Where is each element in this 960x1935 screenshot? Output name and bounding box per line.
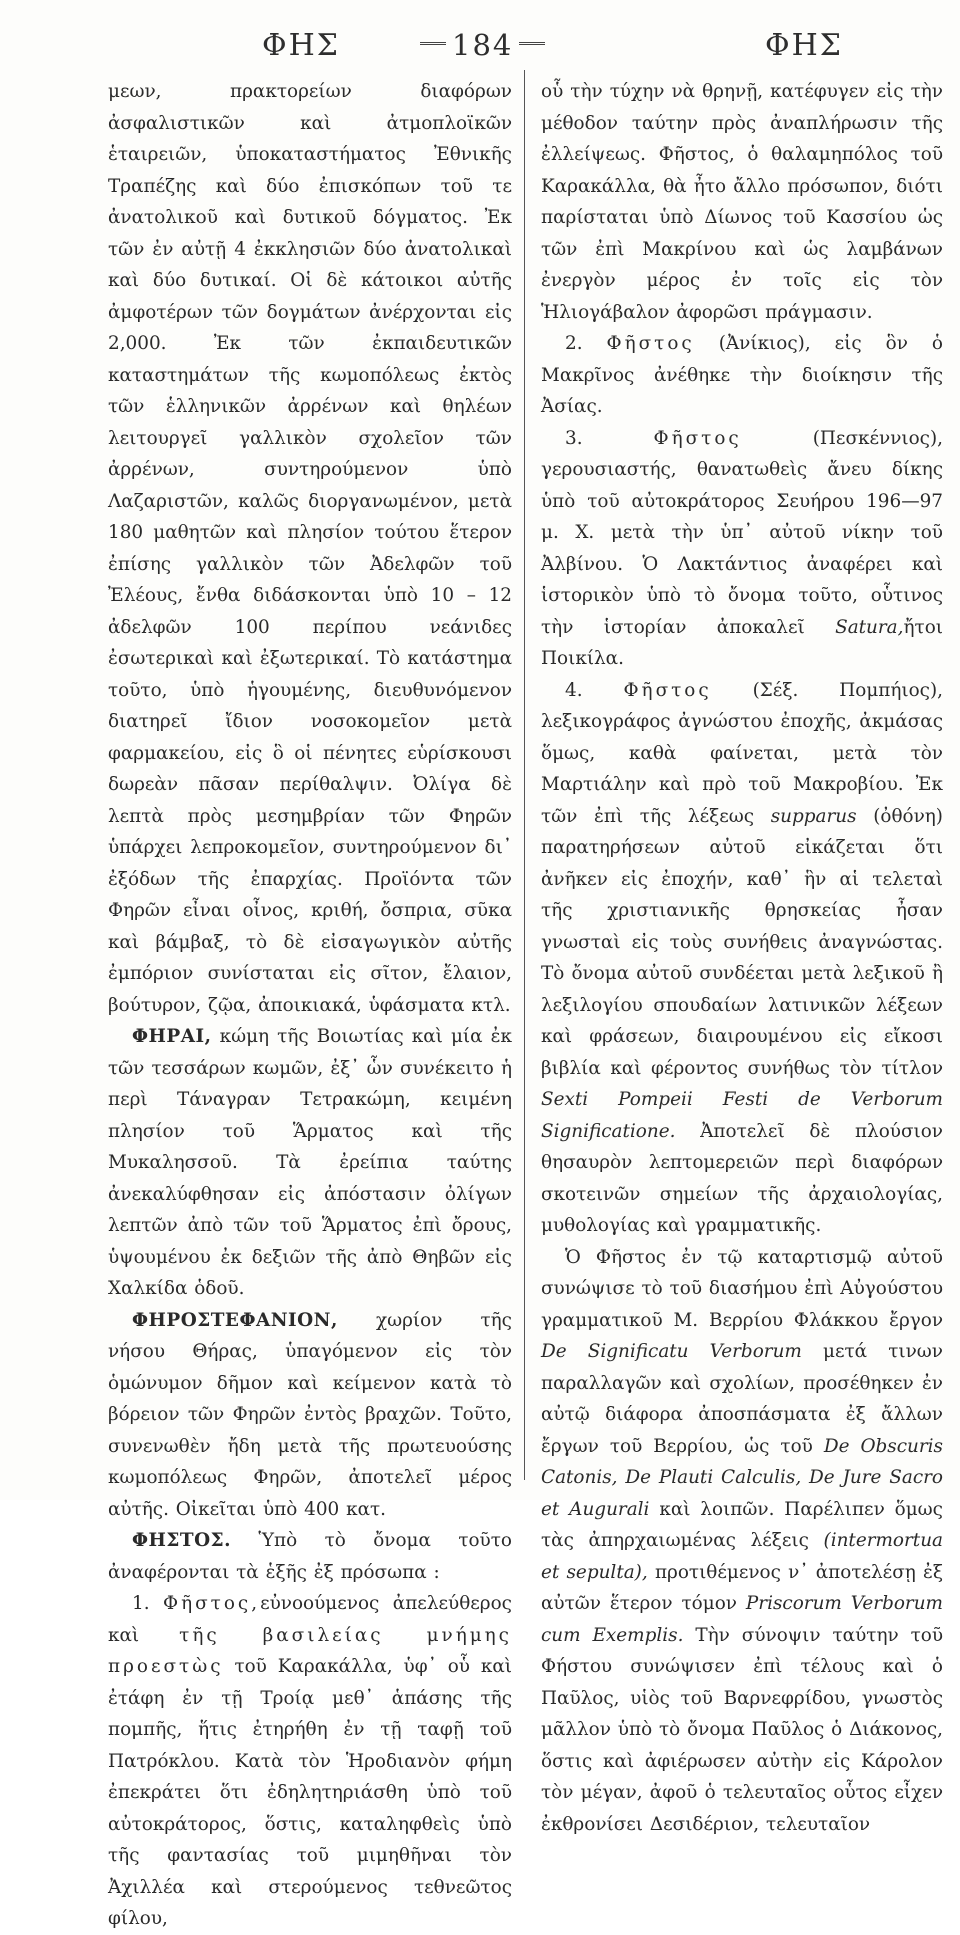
latin-phrase: (intermortua et sepulta), <box>541 1530 943 1583</box>
latin-title: Priscorum Verborum cum Exemplis. <box>541 1593 943 1646</box>
headword: ΦΗΡΟΣΤΕΦΑΝΙΟΝ, <box>132 1309 338 1331</box>
sub-entry-name: Φῆστος <box>653 427 742 449</box>
entry-text: προτιθέμενος ν᾽ ἀποτελέσῃ ἐξ αὐτῶν ἕτερον τόμον <box>541 1561 943 1614</box>
sub-entry-2 <box>541 328 943 423</box>
entry-text: ἤτοι Ποικίλα. <box>541 616 943 669</box>
entry-text: χωρίον τῆς νήσου Θήρας, ὑπαγόμενον εἰς τὸν ὁμώνυμον δῆμον καὶ κείμενον κατὰ τὸ βόρειον τῶν Φηρῶν ἐντὸς βραχῶν. Τοῦτο, συνενωθὲν ἤδη μετὰ τῆς πρωτευούσης κωμοπόλεως Φηρῶν, ἀποτελεῖ μέρος αὐτῆς. Οἰκεῖται ὑπὸ 400 κατ. <box>108 1309 512 1520</box>
entry-text: κώμη τῆς Βοιωτίας καὶ μία ἐκ τῶν τεσσάρων κωμῶν, ἐξ᾽ ὧν συνέκειτο ἡ περὶ Τάναγραν Τετρακώμη, κειμένη πλησίον τοῦ Ἅρματος καὶ τῆς Μυκαλησσοῦ. Τὰ ἐρείπια ταύτης ἀνεκαλύφθησαν εἰς ἀπόστασιν ὀλίγων λεπτῶν ἀπὸ τῶν τοῦ Ἅρματος ἐπὶ ὄρους, ὑψουμένου ἐκ δεξιῶν τῆς ἀπὸ Θηβῶν εἰς Χαλκίδα ὁδοῦ. <box>108 1026 512 1299</box>
latin-title: De Significatu Verborum <box>541 1341 802 1362</box>
entry-festos <box>108 1525 512 1588</box>
running-head-left: ΦΗΣ <box>262 28 340 63</box>
entry-text: εὐνοούμενος ἀπελεύθερος καὶ <box>108 1593 512 1646</box>
entry-text: Ὑπὸ τὸ ὄνομα τοῦτο ἀναφέρονται τὰ ἑξῆς ἐξ πρόσωπα : <box>108 1530 512 1583</box>
page-header <box>0 28 960 68</box>
latin-title: Satura, <box>835 616 904 638</box>
entry-text: (Ἀνίκιος), εἰς ὃν ὁ Μακρῖνος ἀνέθηκε τὴν διοίκησιν τῆς Ἀσίας. <box>541 333 943 417</box>
entry-text: (Σέξ. Πομπήιος), λεξικογράφος ἀγνώστου ἐποχῆς, ἀκμάσας ὅμως, καθὰ φαίνεται, μετὰ τὸν Μαρτιάλην καὶ πρὸ τοῦ Μακροβίου. Ἐκ τῶν ἐπὶ τῆς λέξεως <box>541 679 943 827</box>
left-column <box>108 76 512 1929</box>
right-column <box>541 76 943 1835</box>
sub-entry-number: 4. <box>565 679 583 701</box>
latin-title: De Obscuris Catonis, De Plauti Calculis, De Jure Sacro et Augurali <box>541 1435 943 1520</box>
sub-entry-number: 2. <box>565 333 583 354</box>
entry-continuation: οὗ τὴν τύχην νὰ θρηνῇ, κατέφυγεν εἰς τὴν μέθοδον ταύτην πρὸς ἀναπλήρωσιν τῆς ἐλλείψεως. Φῆστος, ὁ θαλαμηπόλος τοῦ Καρακάλλα, θὰ ἦτο ἄλλο πρόσωπον, διότι παρίσταται ὑπὸ Δίωνος τοῦ Κασσίου ὡς τῶν ἐπὶ Μακρίνου καὶ ὡς λαμβάνων ἐνεργὸν μέρος ἐν τοῖς εἰς τὸν Ἡλιογάβαλον ἀφορῶσι πράγμασιν. <box>541 81 943 323</box>
sub-entry-4 <box>541 675 943 1242</box>
running-head-right: ΦΗΣ <box>765 28 843 63</box>
sub-entry-name: Φῆστος <box>623 679 712 701</box>
entry-continuation: μεων, πρακτορείων διαφόρων ἀσφαλιστικῶν καὶ ἀτμοπλοϊκῶν ἑταιρειῶν, ὑποκαταστήματος Ἐθνικῆς Τραπέζης καὶ δύο ἐπισκόπων τοῦ τε ἀνατολικοῦ καὶ δυτικοῦ δόγματος. Ἐκ τῶν ἐν αὐτῇ 4 ἐκκλησιῶν δύο ἀνατολικαὶ καὶ δύο δυτικαί. Οἱ δὲ κάτοικοι αὐτῆς ἀμφοτέρων τῶν δογμάτων ἀνέρχονται εἰς 2,000. Ἐκ τῶν ἐκπαιδευτικῶν καταστημάτων τῆς κωμοπόλεως ἐκτὸς τῶν ἑλληνικῶν ἀρρένων καὶ θηλέων λειτουργεῖ γαλλικὸν σχολεῖον τῶν ἀρρένων, συντηρούμενον ὑπὸ Λαζαριστῶν, καλῶς διοργανωμένον, μετὰ 180 μαθητῶν καὶ πλησίον τούτου ἕτερον ἐπίσης γαλλικὸν τῶν Ἀδελφῶν τοῦ Ἐλέους, ἔνθα διδάσκονται ὑπὸ 10 – 12 ἀδελφῶν 100 περίπου νεάνιδες ἐσωτερικαὶ καὶ ἐξωτερικαί. Τὸ κατάστημα τοῦτο, ὑπὸ ἡγουμένης, διευθυνόμενον διατηρεῖ ἴδιον νοσοκομεῖον μετὰ φαρμακείου, εἰς ὃ οἱ πένητες εὑρίσκουσι δωρεὰν πᾶσαν περίθαλψιν. Ὀλίγα δὲ λεπτὰ πρὸς μεσημβρίαν τῶν Φηρῶν ὑπάρχει λεπροκομεῖον, συντηρούμενον δι᾽ ἐξόδων τῆς ἐπαρχίας. Προϊόντα τῶν Φηρῶν εἶναι οἶνος, κριθή, ὄσπρια, σῦκα καὶ βάμβαξ, τὸ δὲ εἰσαγωγικὸν αὐτῆς ἐμπόριον συνίσταται εἰς σῖτον, ἔλαιον, βούτυρον, ζῷα, ἀποικιακά, ὑφάσματα κτλ. <box>108 81 512 1016</box>
column-divider <box>524 70 525 1480</box>
sub-entry-name: Φῆστος <box>606 333 695 354</box>
entry-text: μετά τινων παραλλαγῶν καὶ σχολίων, προσέθηκεν ἐν αὐτῷ διάφορα ἀποσπάσματα ἐξ ἄλλων ἔργων τοῦ Βερρίου, ὡς τοῦ <box>541 1341 943 1457</box>
entry-festos-works <box>541 1242 943 1841</box>
page-number: 184 <box>452 28 514 62</box>
spaced-phrase: τῆς βασιλείας μνήμης προεστὼς <box>108 1624 512 1677</box>
entry-fherai <box>108 1021 512 1305</box>
sub-entry-number: 1. <box>132 1593 150 1614</box>
entry-text: (Πεσκέννιος), γερουσιαστής, θανατωθεὶς ἄνευ δίκης ὑπὸ τοῦ αὐτοκράτορος Σευήρου 196—97 μ. Χ. μετὰ τὴν ὑπ᾽ αὐτοῦ νίκην τοῦ Ἀλβίνου. Ὁ Λακτάντιος ἀναφέρει καὶ ἱστορικὸν ὑπὸ τὸ ὄνομα τοῦτο, οὗτινος τὴν ἱστορίαν ἀποκαλεῖ <box>541 427 943 638</box>
latin-title: Sexti Pompeii Festi de Verborum Significatione. <box>541 1089 943 1142</box>
sub-entry-1 <box>108 1588 512 1935</box>
entry-ferostefanion <box>108 1305 512 1526</box>
sub-entry-number: 3. <box>565 427 583 449</box>
sub-entry-3 <box>541 423 943 675</box>
entry-text: Τὴν σύνοψιν ταύτην τοῦ Φήστου συνώψισεν ἐπὶ τέλους καὶ ὁ Παῦλος, υἱὸς τοῦ Βαρνεφρίδου, γνωστὸς μᾶλλον ὑπὸ τὸ ὄνομα Παῦλος ὁ Διάκονος, ὅστις καὶ ἀφιέρωσεν αὐτὴν εἰς Κάρολον τὸν μέγαν, ἀφοῦ ὁ τελευταῖος οὗτος εἶχεν ἐκθρονίσει Δεσιδέριον, τελευταῖον <box>541 1624 943 1835</box>
entry-text: Ὁ Φῆστος ἐν τῷ καταρτισμῷ αὐτοῦ συνώψισε τὸ τοῦ διασήμου ἐπὶ Αὐγούστου γραμματικοῦ Μ. Βερρίου Φλάκκου ἔργον <box>541 1246 943 1331</box>
sub-entry-name: Φῆστος, <box>163 1593 261 1614</box>
headword: ΦΗΣΤΟΣ. <box>132 1530 232 1551</box>
entry-text: καὶ λοιπῶν. Παρέλιπεν ὅμως τὰς ἀπηρχαιωμένας λέξεις <box>541 1498 943 1551</box>
entry-text: (ὀθόνη) παρατηρήσεων αὐτοῦ εἰκάζεται ὅτι ἀνῆκεν εἰς ἐποχήν, καθ᾽ ἣν αἱ τελεταὶ τῆς χριστιανικῆς θρησκείας ἦσαν γνωσταὶ εἰς τοὺς συνήθεις ἀναγνώστας. Τὸ ὄνομα αὐτοῦ συνδέεται μετὰ λεξικοῦ ἢ λεξιλογίου σπουδαίων λατινικῶν λέξεων καὶ φράσεων, διαιρουμένου εἰς εἴκοσι βιβλία καὶ φέροντος συνήθως τὸν τίτλον <box>541 805 943 1079</box>
headword: ΦΗΡΑΙ, <box>132 1026 212 1047</box>
latin-word: supparus <box>770 805 857 827</box>
entry-text: τοῦ Καρακάλλα, ὑφ᾽ οὗ καὶ ἐτάφη ἐν τῇ Τροίᾳ μεθ᾽ ἁπάσης τῆς πομπῆς, ἥτις ἐτηρήθη ἐν τῇ ταφῇ τοῦ Πατρόκλου. Κατὰ τὸν Ἡροδιανὸν φήμη ἐπεκράτει ὅτι ἐδηλητηριάσθη ὑπὸ τοῦ αὐτοκράτορος, ὅστις, καταληφθεὶς ὑπὸ τῆς φαντασίας τοῦ μιμηθῆναι τὸν Ἀχιλλέα καὶ στερούμενος τεθνεῶτος φίλου, <box>108 1656 512 1929</box>
entry-text: Ἀποτελεῖ δὲ πλούσιον θησαυρὸν λεπτομερειῶν περὶ διαφόρων σκοτεινῶν σημείων τῆς ἀρχαιολογίας, μυθολογίας καὶ γραμματικῆς. <box>541 1120 943 1236</box>
